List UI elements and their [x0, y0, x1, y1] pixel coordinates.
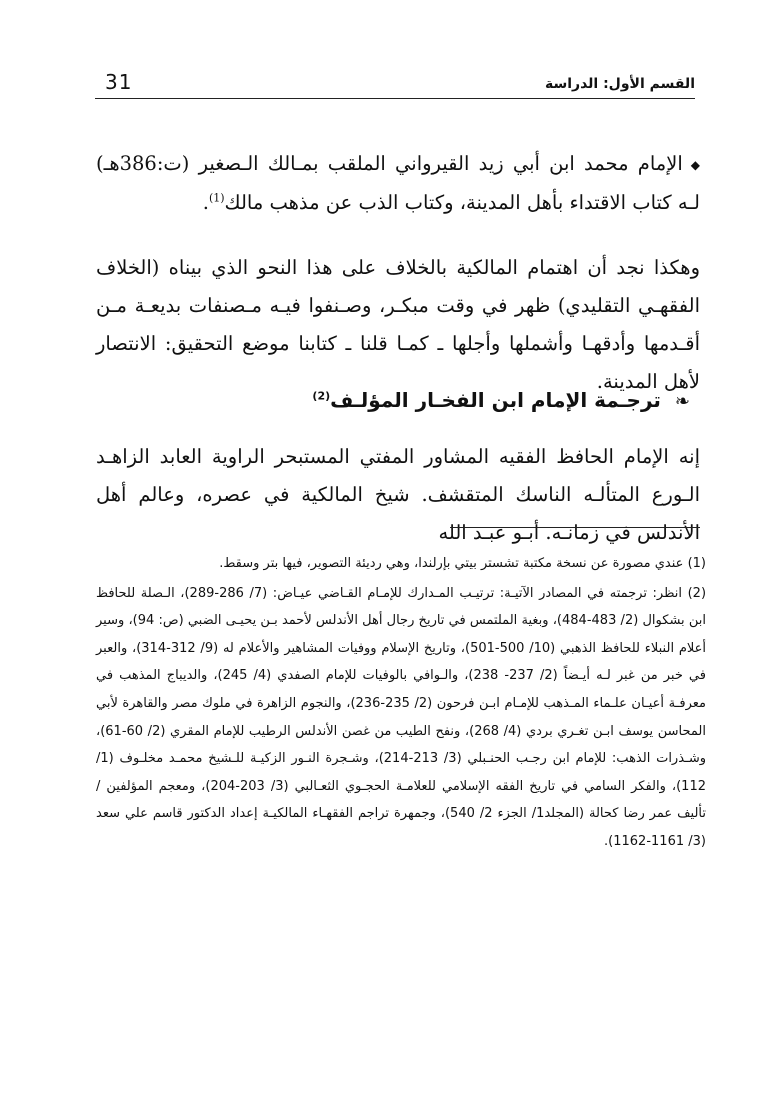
- bullet-text: الإمام محمد ابن أبي زيد القيرواني الملقب بمـالك الـصغير (ت:386هـ) لـه كتاب الاقتداء بأهل المدينة، وكتاب الذب عن مذهب مالك: [96, 152, 700, 214]
- bullet-paragraph: [96, 145, 700, 222]
- footnote-ref-1: (1): [208, 191, 225, 204]
- footnote-2: (2) انظر: ترجمته في المصادر الآتيـة: ترتيـب المـدارك للإمـام القـاضي عيـاض: (7/ 286-289)، الـصلة للحافظ ابن بشكوال (2/ 483-484)، وبغية الملتمس في تاريخ رجال أهل الأندلس لأحمد بـن يحيـى الضبي (ص: 94)، وسير أعلام النبلاء للحافظ الذهبي (10/ 500-501)، وتاريخ الإسلام ووفيات المشاهير والأعلام له (9/ 312-314)، والعبر في خبر من غبر لـه أيـضاً (2/ 237- 238)، والـوافي بالوفيات للإمام الصفدي (4/ 245)، والديباج المذهب في معرفـة أعيـان علـماء المـذهب للإمـام ابـن فرحون (2/ 235-236)، والنجوم الزاهرة في ملوك مصر والقاهرة لأبي المحاسن يوسف ابـن تغـري بردي (4/ 268)، ونفح الطيب من غصن الأندلس الرطيب للإمام المقري (2/ 60-61)، وشـذرات الذهب: للإمام ابن رجـب الحنـبلي (3/ 213-214)، وشـجرة النـور الزكيـة للـشيخ محمـد مخلـوف (1/ 112)، والفكر السامي في تاريخ الفقه الإسلامي للعلامـة الحجـوي الثعـالبي (3/ 203-204)، ومعجم المؤلفين / تأليف عمر رضا كحالة (المجلد1/ الجزء 2/ 540)، وجمهرة تراجم الفقهـاء المالكيـة إعداد الدكتور قاسم علي سعد (3/ 1161-1162).: [96, 585, 707, 849]
- bullet-end: .: [202, 190, 209, 214]
- footnote-separator: [450, 527, 700, 528]
- heading-text: ترجـمة الإمام ابن الفخـار المؤلـف: [330, 388, 661, 412]
- body-paragraph: [96, 249, 700, 401]
- biography-paragraph-text: إنه الإمام الحافظ الفقيه المشاور المفتي المستبحر الراوية العابد الزاهـد الـورع المتألـه الناسك المتقشف. شيخ المالكية في عصره، وعالم أهل الأندلس في زمانـه. أبـو عبـد الله: [96, 445, 700, 544]
- section-heading: [312, 388, 690, 412]
- page-number: 31: [105, 70, 133, 94]
- section-title: القسم الأول: الدراسة: [544, 76, 695, 92]
- biography-paragraph: [96, 438, 700, 552]
- main-text: [96, 145, 700, 401]
- biography-text: [96, 438, 700, 552]
- running-header: [95, 70, 695, 100]
- leaf-ornament-icon: ❧: [674, 391, 690, 412]
- footnote-ref-2: (2): [312, 389, 331, 403]
- footnote-1: (1) عندي مصورة عن نسخة مكتبة تشستر بيتي بإرلندا، وهي رديئة التصوير، فيها بتر وسقط.: [219, 556, 706, 571]
- footnotes: [96, 550, 706, 858]
- paragraph-text: وهكذا نجد أن اهتمام المالكية بالخلاف على هذا النحو الذي بيناه (الخلاف الفقهـي التقليدي) ظهر في وقت مبكـر، وصـنفوا فيـه مـصنفات بديعـة مـن أقـدمها وأدقهـا وأشملها وأجلها ـ كمـا قلنا ـ كتابنا موضع التحقيق: الانتصار لأهل المدينة.: [96, 255, 700, 393]
- bullet-icon: ◆: [690, 157, 700, 172]
- header-rule: [95, 98, 695, 99]
